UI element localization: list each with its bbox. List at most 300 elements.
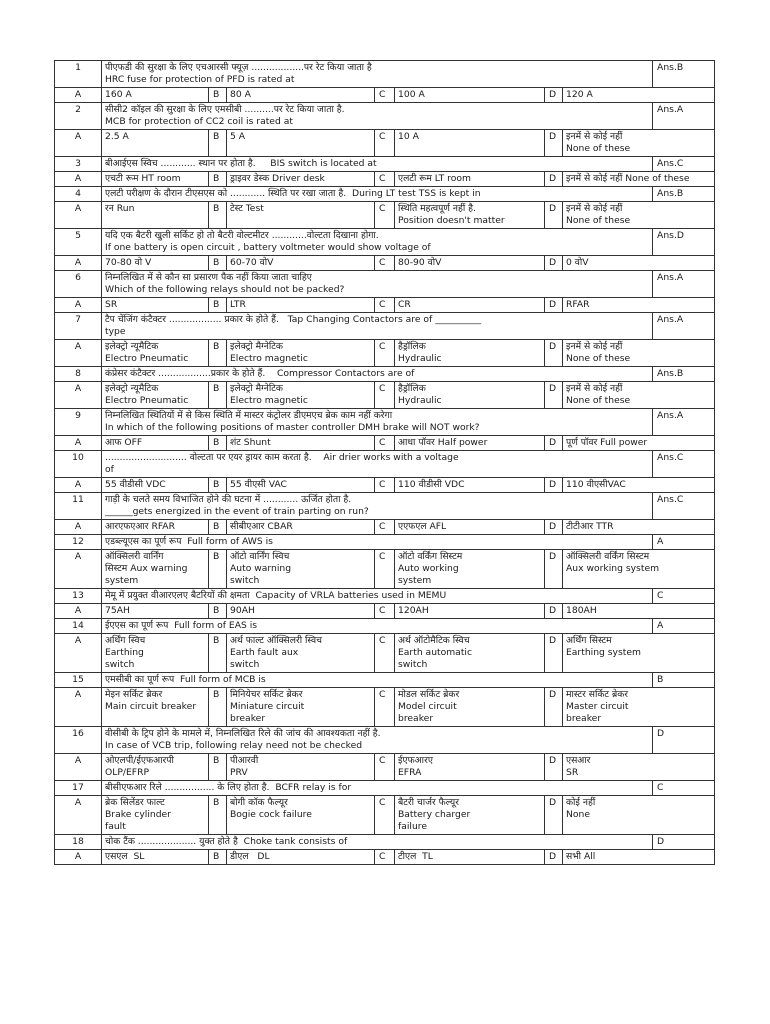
option-line: ऑटो वर्किंग सिस्टम xyxy=(398,551,463,562)
options-row xyxy=(55,88,715,103)
question-line: कंप्रेसर कंटैक्टर ..................प्रकार के होते हैं. Compressor Contactors are of xyxy=(105,368,415,379)
options-row xyxy=(55,298,715,313)
option-label-b: B xyxy=(209,256,227,271)
options-row xyxy=(55,604,715,619)
option-label-a: A xyxy=(55,130,102,157)
option-a xyxy=(102,298,209,313)
option-line: 0 वोV xyxy=(566,257,589,268)
question-line: type xyxy=(105,326,126,337)
option-line: Hydraulic xyxy=(398,395,442,406)
options-row xyxy=(55,172,715,187)
option-line: अर्थ ऑटोमैटिक स्विच xyxy=(398,635,470,646)
option-label-c: C xyxy=(375,172,395,187)
option-label-c: C xyxy=(375,850,395,865)
answer-key: C xyxy=(653,781,715,796)
option-line: शंट Shunt xyxy=(230,437,271,448)
option-b xyxy=(227,88,375,103)
option-a xyxy=(102,88,209,103)
option-line: टीटीआर TTR xyxy=(566,521,614,532)
option-line: Miniature circuit xyxy=(230,701,305,712)
option-label-d: D xyxy=(545,256,563,271)
option-d xyxy=(563,604,715,619)
option-line: 160 A xyxy=(105,89,132,100)
options-row xyxy=(55,520,715,535)
question-line: Which of the following relays should not be packed? xyxy=(105,284,345,295)
option-label-b: B xyxy=(209,382,227,409)
option-c xyxy=(395,850,545,865)
question-text xyxy=(102,535,653,550)
option-line: बोगी कॉक फैल्यूर xyxy=(230,797,288,808)
answer-key: B xyxy=(653,673,715,688)
option-label-c: C xyxy=(375,298,395,313)
option-label-d: D xyxy=(545,550,563,589)
answer-key: Ans.A xyxy=(653,103,715,130)
question-row xyxy=(55,229,715,256)
question-text xyxy=(102,673,653,688)
question-line: If one battery is open circuit , battery voltmeter would show voltage of xyxy=(105,242,431,253)
answer-key: A xyxy=(653,619,715,634)
option-label-a: A xyxy=(55,796,102,835)
option-line: 110 वीएसीVAC xyxy=(566,479,626,490)
question-row xyxy=(55,157,715,172)
answer-key: Ans.C xyxy=(653,451,715,478)
question-text xyxy=(102,781,653,796)
option-label-b: B xyxy=(209,634,227,673)
option-a xyxy=(102,850,209,865)
option-d xyxy=(563,520,715,535)
option-label-d: D xyxy=(545,88,563,103)
option-label-d: D xyxy=(545,298,563,313)
option-line: Electro magnetic xyxy=(230,353,308,364)
question-line: वीसीबी के ट्रिप होने के मामले में, निम्नलिखित रिले की जांच की आवश्यकता नहीं है. xyxy=(105,728,381,739)
option-c xyxy=(395,130,545,157)
option-label-c: C xyxy=(375,130,395,157)
option-label-a: A xyxy=(55,202,102,229)
question-number: 2 xyxy=(55,103,102,130)
option-line: टेस्ट Test xyxy=(230,203,264,214)
question-text xyxy=(102,61,653,88)
option-label-d: D xyxy=(545,604,563,619)
option-line: None of these xyxy=(566,395,631,406)
option-line: मोडल सर्किट ब्रेकर xyxy=(398,689,460,700)
option-label-d: D xyxy=(545,796,563,835)
option-a xyxy=(102,382,209,409)
option-label-b: B xyxy=(209,604,227,619)
option-d xyxy=(563,796,715,835)
option-label-d: D xyxy=(545,520,563,535)
option-d xyxy=(563,850,715,865)
option-line: ऑक्सिलरी वार्निंग xyxy=(105,551,164,562)
options-row xyxy=(55,256,715,271)
question-line: HRC fuse for protection of PFD is rated at xyxy=(105,74,295,85)
answer-key: Ans.C xyxy=(653,493,715,520)
answer-key: D xyxy=(653,727,715,754)
option-c xyxy=(395,172,545,187)
question-number: 15 xyxy=(55,673,102,688)
answer-key: Ans.A xyxy=(653,313,715,340)
option-a xyxy=(102,172,209,187)
question-row xyxy=(55,835,715,850)
options-row xyxy=(55,550,715,589)
option-label-b: B xyxy=(209,130,227,157)
option-label-b: B xyxy=(209,550,227,589)
option-b xyxy=(227,256,375,271)
question-number: 4 xyxy=(55,187,102,202)
question-number: 8 xyxy=(55,367,102,382)
option-line: None xyxy=(566,809,590,820)
option-line: रन Run xyxy=(105,203,135,214)
option-line: टीएल TL xyxy=(398,851,433,862)
option-d xyxy=(563,88,715,103)
question-line: बीसीएफआर रिले ................. के लिए होता है. BCFR relay is for xyxy=(105,782,352,793)
option-c xyxy=(395,520,545,535)
question-row xyxy=(55,313,715,340)
option-line: switch xyxy=(105,659,135,670)
answer-key: D xyxy=(653,835,715,850)
option-a xyxy=(102,604,209,619)
question-line: पीएफडी की सुरक्षा के लिए एचआरसी फ्यूज़ ..................पर रेट किया जाता है xyxy=(105,62,372,73)
option-line: ड्राइवर डेस्क Driver desk xyxy=(230,173,325,184)
options-row xyxy=(55,754,715,781)
option-line: Model circuit xyxy=(398,701,457,712)
question-row xyxy=(55,61,715,88)
option-b xyxy=(227,850,375,865)
question-text xyxy=(102,409,653,436)
option-line: switch xyxy=(230,659,260,670)
option-line: SR xyxy=(566,767,579,778)
answer-key: Ans.A xyxy=(653,409,715,436)
question-row xyxy=(55,451,715,478)
question-number: 10 xyxy=(55,451,102,478)
question-text xyxy=(102,157,653,172)
option-line: 80 A xyxy=(230,89,251,100)
question-text xyxy=(102,229,653,256)
option-line: स्थिति महत्वपूर्ण नहीं है. xyxy=(398,203,476,214)
question-row xyxy=(55,535,715,550)
options-row xyxy=(55,850,715,865)
option-line: एचटी रूम HT room xyxy=(105,173,181,184)
question-line: एमसीबी का पूर्ण रूप Full form of MCB is xyxy=(105,674,266,685)
question-line: ______gets energized in the event of train parting on run? xyxy=(105,506,369,517)
option-line: 120 A xyxy=(566,89,593,100)
option-label-c: C xyxy=(375,796,395,835)
option-line: इनमें से कोई नहीं xyxy=(566,383,623,394)
option-line: system xyxy=(398,575,432,586)
option-line: RFAR xyxy=(566,299,590,310)
option-b xyxy=(227,436,375,451)
option-line: ओएलपी/ईएफआरपी xyxy=(105,755,174,766)
option-line: Electro Pneumatic xyxy=(105,395,189,406)
option-label-a: A xyxy=(55,172,102,187)
option-line: हैड्रॉलिक xyxy=(398,383,426,394)
option-label-d: D xyxy=(545,436,563,451)
option-b xyxy=(227,382,375,409)
option-line: OLP/EFRP xyxy=(105,767,149,778)
option-label-a: A xyxy=(55,382,102,409)
option-a xyxy=(102,550,209,589)
option-line: Earth fault aux xyxy=(230,647,299,658)
option-a xyxy=(102,520,209,535)
option-label-b: B xyxy=(209,436,227,451)
options-row xyxy=(55,436,715,451)
question-line: सीसी2 कॉइल की सुरक्षा के लिए एमसीबी ..........पर रेट किया जाता है. xyxy=(105,104,345,115)
question-row xyxy=(55,493,715,520)
option-label-b: B xyxy=(209,88,227,103)
option-line: एसएल SL xyxy=(105,851,145,862)
option-a xyxy=(102,478,209,493)
option-label-d: D xyxy=(545,202,563,229)
option-label-b: B xyxy=(209,850,227,865)
option-c xyxy=(395,634,545,673)
option-label-c: C xyxy=(375,754,395,781)
option-c xyxy=(395,478,545,493)
option-b xyxy=(227,298,375,313)
option-label-c: C xyxy=(375,604,395,619)
option-d xyxy=(563,478,715,493)
option-c xyxy=(395,754,545,781)
option-label-b: B xyxy=(209,688,227,727)
option-label-c: C xyxy=(375,382,395,409)
option-a xyxy=(102,256,209,271)
option-line: अर्थ फाल्ट ऑक्सिलरी स्विच xyxy=(230,635,322,646)
question-number: 1 xyxy=(55,61,102,88)
option-a xyxy=(102,340,209,367)
option-label-d: D xyxy=(545,634,563,673)
option-line: 55 वीएसी VAC xyxy=(230,479,287,490)
option-line: मेइन सर्किट ब्रेकर xyxy=(105,689,163,700)
option-line: Auto working xyxy=(398,563,459,574)
option-b xyxy=(227,520,375,535)
question-text xyxy=(102,187,653,202)
option-label-b: B xyxy=(209,520,227,535)
question-number: 14 xyxy=(55,619,102,634)
question-text xyxy=(102,589,653,604)
option-line: 75AH xyxy=(105,605,130,616)
option-line: Aux working system xyxy=(566,563,660,574)
options-row xyxy=(55,340,715,367)
option-line: switch xyxy=(398,659,428,670)
option-label-a: A xyxy=(55,478,102,493)
option-d xyxy=(563,340,715,367)
option-label-a: A xyxy=(55,256,102,271)
option-c xyxy=(395,550,545,589)
options-row xyxy=(55,202,715,229)
question-line: चोक टैंक .................... युक्त होते है Choke tank consists of xyxy=(105,836,348,847)
option-c xyxy=(395,382,545,409)
option-label-a: A xyxy=(55,634,102,673)
question-text xyxy=(102,103,653,130)
option-line: इलेक्ट्रो मैग्नेटिक xyxy=(230,341,283,352)
option-d xyxy=(563,256,715,271)
option-line: सभी All xyxy=(566,851,596,862)
question-row xyxy=(55,781,715,796)
option-d xyxy=(563,172,715,187)
option-c xyxy=(395,688,545,727)
options-row xyxy=(55,796,715,835)
option-line: Master circuit xyxy=(566,701,629,712)
question-number: 5 xyxy=(55,229,102,256)
option-line: एसआर xyxy=(566,755,591,766)
option-label-d: D xyxy=(545,850,563,865)
option-label-c: C xyxy=(375,436,395,451)
option-label-a: A xyxy=(55,436,102,451)
question-row xyxy=(55,619,715,634)
question-row xyxy=(55,103,715,130)
option-line: इनमें से कोई नहीं xyxy=(566,203,623,214)
option-line: breaker xyxy=(398,713,434,724)
option-line: इनमें से कोई नहीं xyxy=(566,341,623,352)
question-number: 17 xyxy=(55,781,102,796)
option-line: LTR xyxy=(230,299,246,310)
option-line: system xyxy=(105,575,139,586)
option-label-c: C xyxy=(375,340,395,367)
option-line: पीआरवी xyxy=(230,755,259,766)
question-number: 12 xyxy=(55,535,102,550)
question-table xyxy=(54,60,715,865)
question-line: टैप चेंजिंग कंटैक्टर .................. प्रकार के होते हैं. Tap Changing Contactors are of __________ xyxy=(105,314,482,325)
question-number: 11 xyxy=(55,493,102,520)
option-d xyxy=(563,382,715,409)
option-b xyxy=(227,130,375,157)
option-line: 2.5 A xyxy=(105,131,129,142)
option-line: EFRA xyxy=(398,767,422,778)
option-label-a: A xyxy=(55,298,102,313)
option-label-c: C xyxy=(375,256,395,271)
options-row xyxy=(55,382,715,409)
option-line: एएफएल AFL xyxy=(398,521,447,532)
question-sheet xyxy=(54,60,714,865)
option-line: switch xyxy=(230,575,260,586)
option-line: मास्टर सर्किट ब्रेकर xyxy=(566,689,629,700)
option-line: Battery charger xyxy=(398,809,471,820)
question-line: ............................ वोल्टता पर एयर ड्रायर काम करता है. Air drier works with a voltage xyxy=(105,452,459,463)
option-b xyxy=(227,172,375,187)
option-line: सीबीएआर CBAR xyxy=(230,521,293,532)
option-a xyxy=(102,796,209,835)
option-d xyxy=(563,130,715,157)
option-label-a: A xyxy=(55,688,102,727)
option-label-a: A xyxy=(55,88,102,103)
option-line: 100 A xyxy=(398,89,425,100)
option-label-c: C xyxy=(375,520,395,535)
option-line: एलटी रूम LT room xyxy=(398,173,471,184)
question-line: गाड़ी के चलते समय विभाजित होने की घटना में ............ ऊर्जित होता है. xyxy=(105,494,352,505)
option-line: ईएफआरए xyxy=(398,755,433,766)
question-row xyxy=(55,271,715,298)
option-line: Brake cylinder xyxy=(105,809,171,820)
option-a xyxy=(102,754,209,781)
option-line: SR xyxy=(105,299,118,310)
option-label-c: C xyxy=(375,202,395,229)
option-label-d: D xyxy=(545,688,563,727)
option-line: breaker xyxy=(566,713,602,724)
option-label-a: A xyxy=(55,520,102,535)
option-line: None of these xyxy=(566,353,631,364)
option-c xyxy=(395,436,545,451)
option-line: इलेक्ट्रो न्यूमैटिक xyxy=(105,383,159,394)
options-row xyxy=(55,130,715,157)
option-label-b: B xyxy=(209,478,227,493)
option-c xyxy=(395,796,545,835)
options-row xyxy=(55,688,715,727)
answer-key: Ans.B xyxy=(653,187,715,202)
question-line: ईएएस का पूर्ण रूप Full form of EAS is xyxy=(105,620,258,631)
question-text xyxy=(102,835,653,850)
option-c xyxy=(395,340,545,367)
question-number: 9 xyxy=(55,409,102,436)
option-line: Position doesn't matter xyxy=(398,215,505,226)
question-row xyxy=(55,367,715,382)
option-line: आधा पॉवर Half power xyxy=(398,437,488,448)
option-line: 80-90 वोV xyxy=(398,257,442,268)
option-line: 90AH xyxy=(230,605,255,616)
option-line: पूर्ण पॉवर Full power xyxy=(566,437,648,448)
answer-key: C xyxy=(653,589,715,604)
question-line: एडब्ल्यूएस का पूर्ण रूप Full form of AWS is xyxy=(105,536,273,547)
option-b xyxy=(227,796,375,835)
question-line: निम्नलिखित स्थितियों में से किस स्थिति में मास्टर कंट्रोलर डीएमएच ब्रेक काम नहीं करेगा xyxy=(105,410,393,421)
option-line: ऑक्सिलरी वर्किंग सिस्टम xyxy=(566,551,650,562)
option-line: 60-70 वोV xyxy=(230,257,274,268)
option-label-d: D xyxy=(545,478,563,493)
option-b xyxy=(227,550,375,589)
question-line: In case of VCB trip, following relay need not be checked xyxy=(105,740,363,751)
option-line: आरएफएआर RFAR xyxy=(105,521,175,532)
question-line: In which of the following positions of master controller DMH brake will NOT work? xyxy=(105,422,480,433)
answer-key: Ans.D xyxy=(653,229,715,256)
option-line: हैड्रॉलिक xyxy=(398,341,426,352)
option-a xyxy=(102,130,209,157)
option-d xyxy=(563,754,715,781)
option-line: CR xyxy=(398,299,411,310)
question-number: 3 xyxy=(55,157,102,172)
question-line: of xyxy=(105,464,114,475)
question-number: 13 xyxy=(55,589,102,604)
option-label-a: A xyxy=(55,550,102,589)
question-text xyxy=(102,313,653,340)
option-line: ब्रेक सिलेंडर फाल्ट xyxy=(105,797,165,808)
question-number: 18 xyxy=(55,835,102,850)
option-b xyxy=(227,340,375,367)
option-label-a: A xyxy=(55,850,102,865)
option-label-c: C xyxy=(375,688,395,727)
option-line: Auto warning xyxy=(230,563,292,574)
question-text xyxy=(102,619,653,634)
question-row xyxy=(55,409,715,436)
option-a xyxy=(102,436,209,451)
option-line: अर्थिंग सिस्टम xyxy=(566,635,612,646)
option-line: इनमें से कोई नहीं xyxy=(566,131,623,142)
option-line: fault xyxy=(105,821,126,832)
option-c xyxy=(395,604,545,619)
option-c xyxy=(395,256,545,271)
question-line: MCB for protection of CC2 coil is rated at xyxy=(105,116,293,127)
question-row xyxy=(55,673,715,688)
option-c xyxy=(395,88,545,103)
option-line: None of these xyxy=(566,215,631,226)
option-line: 55 वीडीसी VDC xyxy=(105,479,166,490)
option-label-b: B xyxy=(209,754,227,781)
option-label-b: B xyxy=(209,796,227,835)
question-text xyxy=(102,367,653,382)
option-b xyxy=(227,202,375,229)
option-line: ऑटो वार्निंग स्विच xyxy=(230,551,290,562)
option-label-a: A xyxy=(55,754,102,781)
option-label-d: D xyxy=(545,340,563,367)
option-line: PRV xyxy=(230,767,248,778)
option-label-d: D xyxy=(545,754,563,781)
option-line: इलेक्ट्रो मैग्नेटिक xyxy=(230,383,283,394)
